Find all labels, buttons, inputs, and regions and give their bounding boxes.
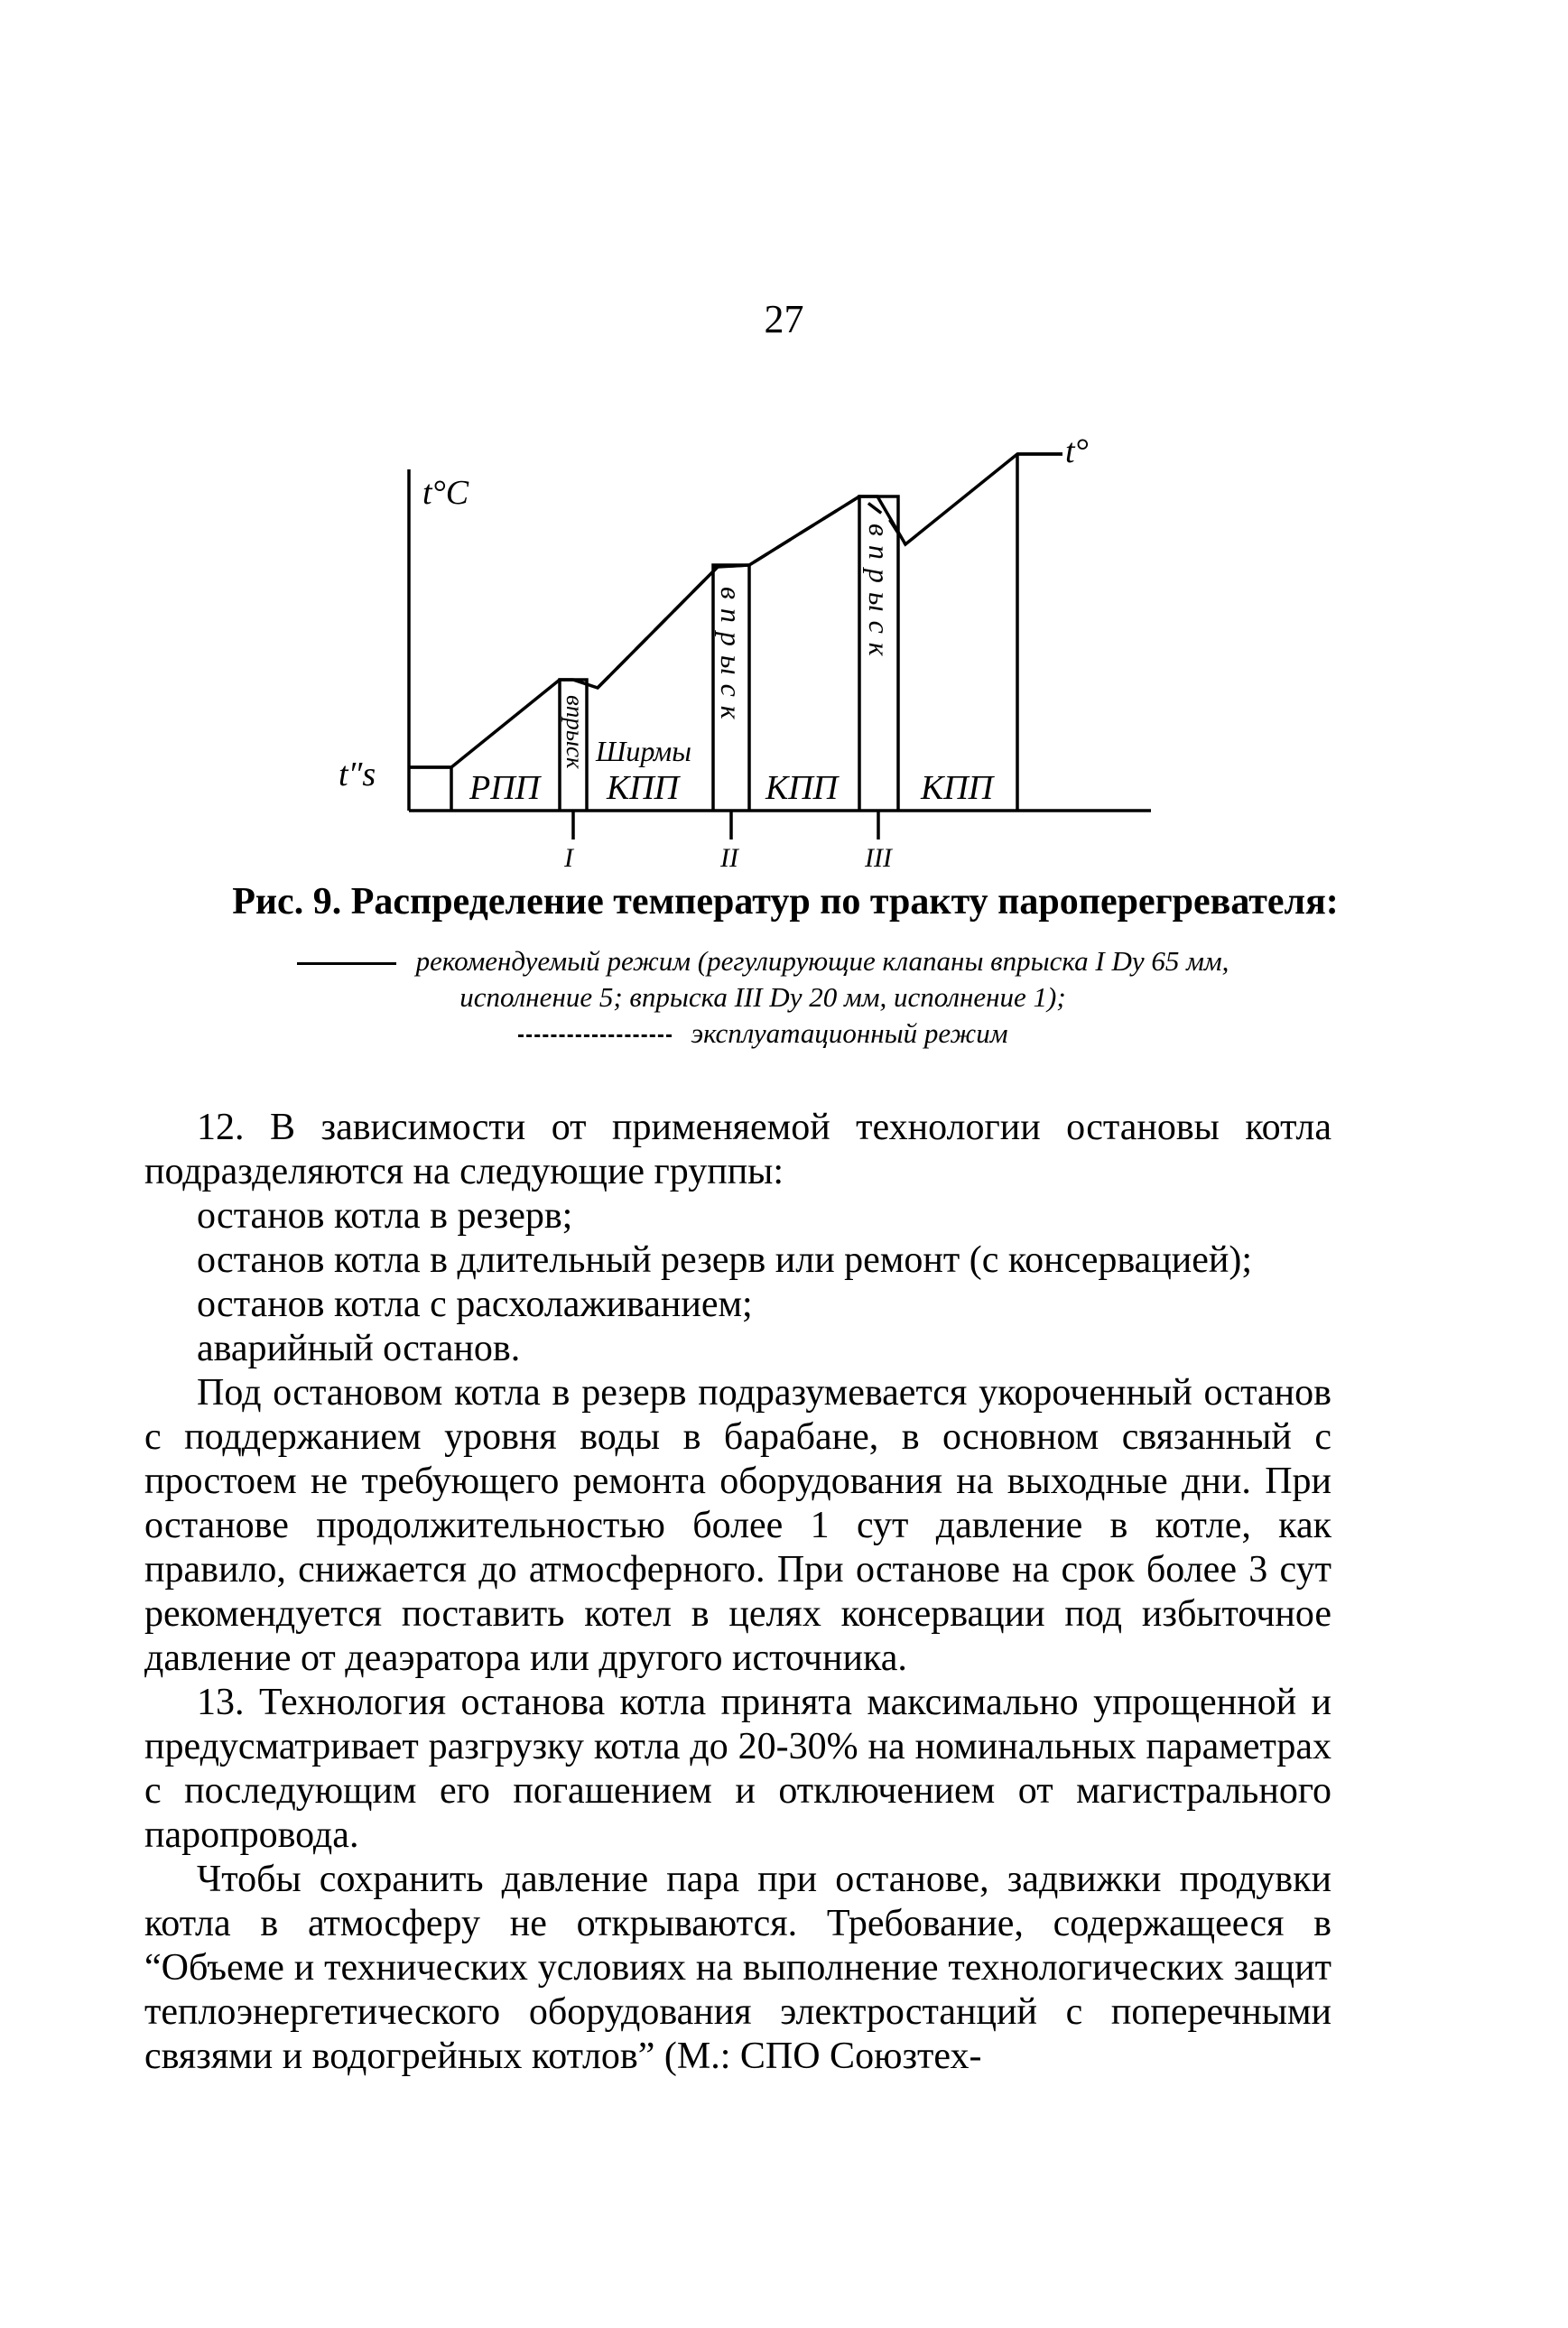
legend-dashed-text: эксплуатационный режим xyxy=(691,1017,1008,1049)
figure-diagram xyxy=(0,0,1568,903)
body-text xyxy=(144,1106,1331,2079)
paragraph-13: 13. Технология останова котла принята максимально упрощенной и предусматривает разгрузку котла до 20-30% на номинальных параметрах с последующим его погашением и отключением от магистрального паропровода. xyxy=(144,1682,1331,1856)
group-item-1: останов котла в резерв; xyxy=(197,1195,573,1237)
solid-line-sample xyxy=(297,962,396,965)
ts-label: t″s xyxy=(339,756,376,793)
temperature-distribution-figure xyxy=(0,0,1568,903)
legend-dashed-line xyxy=(244,1016,1282,1052)
group-item-4: аварийный останов. xyxy=(197,1328,521,1369)
injection-roman-3: III xyxy=(865,843,892,873)
section-label-shirmy: Ширмы xyxy=(596,735,691,767)
injection-roman-2: II xyxy=(720,843,738,873)
page-number: 27 xyxy=(764,297,804,341)
injection-roman-1: I xyxy=(564,843,573,873)
legend-solid-text-1: рекомендуемый режим (регулирующие клапаны впрыска I Dу 65 мм, xyxy=(415,945,1229,977)
injection-label-2: впрыск xyxy=(715,587,747,728)
legend-solid-line-1 xyxy=(244,943,1282,979)
group-item-3: останов котла с расхолаживанием; xyxy=(197,1284,753,1325)
injection-label-1: впрыск xyxy=(561,695,589,769)
group-item-2: останов котла в длительный резерв или ремонт (с консервацией); xyxy=(197,1239,1253,1281)
dashed-line-sample xyxy=(518,1034,672,1037)
section-label-kpp3: КПП xyxy=(921,769,994,807)
paragraph-pressure: Чтобы сохранить давление пара при останове, задвижки продувки котла в атмосферу не открываются. Требование, содержащееся в “Объеме и технических условиях на выполнение технологических защит теплоэнергетического оборудования электростанций с поперечными связями и водогрейных котлов” (М.: СПО Союзтех- xyxy=(144,1859,1331,2077)
end-temperature-label: t° xyxy=(1065,432,1089,470)
injection-label-3: впрыск xyxy=(863,524,895,665)
y-axis-label: t°C xyxy=(422,474,469,512)
paragraph-reserve: Под остановом котла в резерв подразумевается укороченный останов с поддержанием уровня воды в барабане, в основном связанный с простоем не требующего ремонта оборудования на выходные дни. При останове продолжительностью более 1 сут давление в котле, как правило, снижается до атмосферного. При останове на срок более 3 сут рекомендуется поставить котел в целях консервации под избыточное давление от деаэратора или другого источника. xyxy=(144,1372,1331,1679)
figure-caption: Рис. 9. Распределение температур по тракту пароперегревателя: xyxy=(232,881,1339,923)
paragraph-12: 12. В зависимости от применяемой технологии остановы котла подразделяются на следующие группы: xyxy=(144,1107,1331,1192)
legend-solid-text-2: исполнение 5; впрыска III Dу 20 мм, исполнение 1); xyxy=(459,981,1066,1013)
section-label-kpp1: КПП xyxy=(607,769,680,807)
section-label-rpp: РПП xyxy=(469,769,541,807)
section-label-kpp2: КПП xyxy=(765,769,839,807)
